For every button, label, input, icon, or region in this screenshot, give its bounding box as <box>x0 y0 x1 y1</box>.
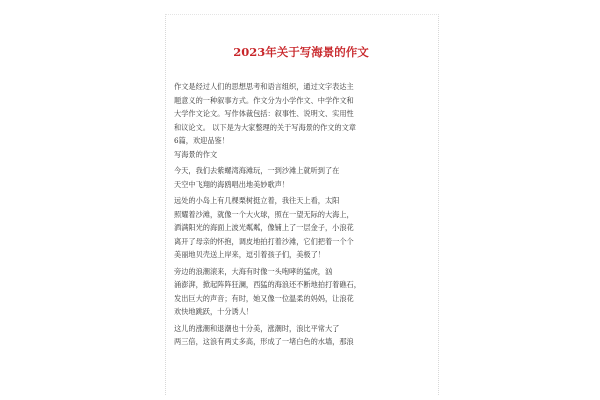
text-line: 发出巨大的声音；有时，她又像一位温柔的妈妈，让浪花 <box>174 293 354 303</box>
text-line: 大学作文论文。写作体裁包括：叙事性、说明文、实用性 <box>174 109 354 118</box>
text-line: 远处的小岛上有几棵栗树挺立着，我往天上看，太阳 <box>174 196 340 205</box>
subheading: 写海景的作文 <box>174 149 218 159</box>
text-line: 天空中飞翔的海鸥唱出地美妙歌声！ <box>174 179 290 189</box>
document-body <box>174 80 422 349</box>
text-line: 作文是经过人们的思想思考和语言组织，通过文字表达主 <box>174 82 354 91</box>
text-line: 6篇，欢迎品鉴！ <box>174 136 229 145</box>
paragraph <box>174 164 422 191</box>
text-line: 欢快地跳跃，十分诱人！ <box>174 307 254 316</box>
text-line: 这儿的涨潮和退潮也十分美，涨潮时，浪比平常大了 <box>174 323 340 333</box>
intro-paragraph <box>174 80 422 148</box>
text-line: 两三倍，这浪有两丈多高，形成了一堵白色的水墙，那浪 <box>174 337 354 346</box>
text-line: 离开了母亲的怀抱，调皮地拍打着沙滩，它们把着一个个 <box>174 236 354 246</box>
paragraph <box>174 194 422 262</box>
text-line: 洒满阳光的海面上波光粼粼，像铺上了一层金子，小浪花 <box>174 223 354 232</box>
text-line: 美丽地贝壳送上岸来，逗引着孩子们，美极了！ <box>174 250 325 259</box>
paragraph <box>174 265 422 319</box>
paragraph <box>174 322 422 349</box>
text-line: 和议论文。 以下是为大家整理的关于写海景的作文的文章 <box>174 122 356 132</box>
text-line: 涌澎湃，掀起阵阵狂澜，西猛的海浪还不断地拍打着礁石， <box>174 280 361 289</box>
text-line: 照耀着沙滩，就像一个大火球，照在一望无际的大海上， <box>174 209 354 219</box>
text-line: 题意义的一种叙事方式。作文分为小学作文、中学作文和 <box>174 95 354 105</box>
text-line: 旁边的浪潮滚来，大海有时像一头咆哮的猛虎，汹 <box>174 266 333 276</box>
text-line: 今天，我们去紫螺湾海滩玩，一到沙滩上就听到了在 <box>174 166 340 175</box>
document-title: 2023年关于写海景的作文 <box>233 45 369 59</box>
